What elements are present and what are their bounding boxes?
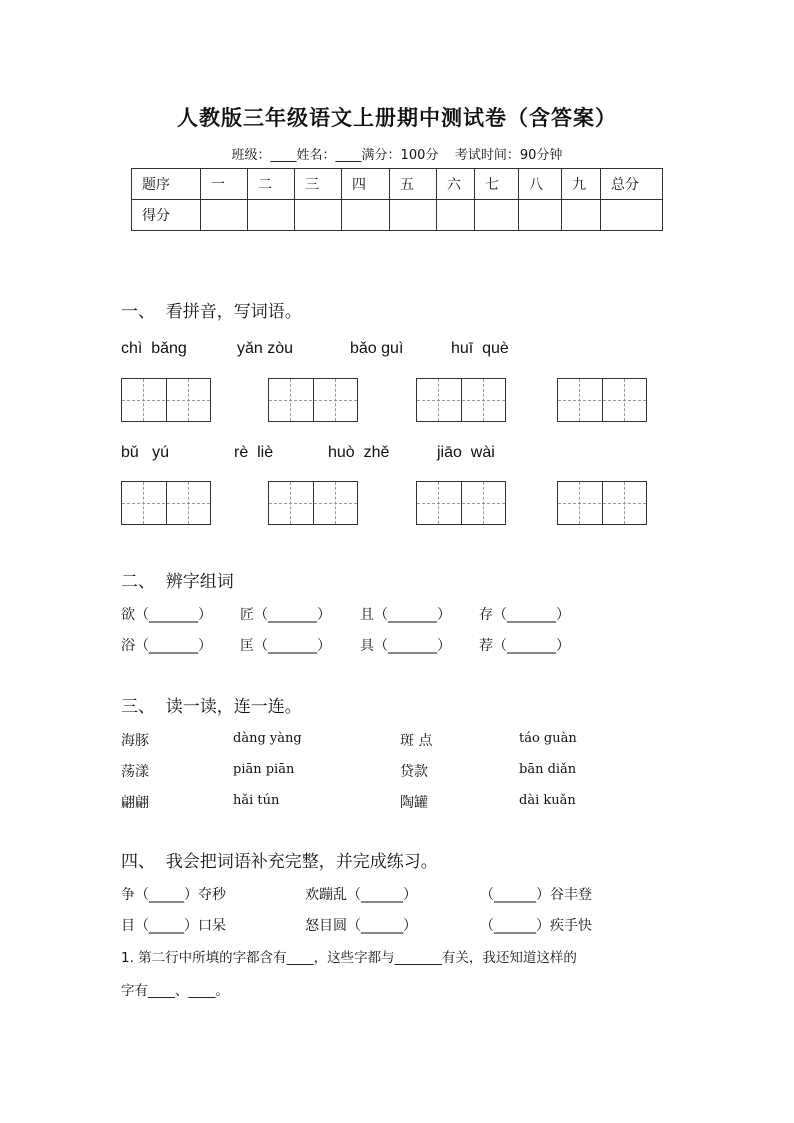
writing-grid[interactable] xyxy=(557,378,647,422)
word-group-item[interactable]: 匡（_______） xyxy=(240,638,331,654)
match-right-pinyin[interactable]: dài kuǎn xyxy=(519,793,576,808)
word-group-item[interactable]: 且（_______） xyxy=(360,607,451,623)
idiom-fill-item[interactable]: （______）疾手快 xyxy=(480,918,592,934)
match-right-pinyin[interactable]: táo guàn xyxy=(519,731,577,746)
exam-info: 班级：____姓名：____满分：100分 考试时间：90分钟 xyxy=(231,148,563,163)
score-cell[interactable] xyxy=(519,200,562,231)
score-cell[interactable] xyxy=(437,200,475,231)
writing-grid[interactable] xyxy=(268,378,358,422)
score-cell[interactable] xyxy=(248,200,295,231)
score-cell[interactable] xyxy=(390,200,437,231)
idiom-fill-item[interactable]: 欢蹦乱（______） xyxy=(305,887,417,903)
writing-grid[interactable] xyxy=(557,481,647,525)
section-4-heading: 四、 我会把词语补充完整，并完成练习。 xyxy=(121,852,438,872)
word-group-item[interactable]: 荐（_______） xyxy=(479,638,570,654)
match-right-word[interactable]: 斑 点 xyxy=(400,733,433,749)
match-left-word[interactable]: 翩翩 xyxy=(121,795,149,811)
score-row-label: 得分 xyxy=(132,200,201,231)
writing-grid[interactable] xyxy=(268,481,358,525)
match-left-pinyin[interactable]: dàng yàng xyxy=(233,731,302,746)
score-cell[interactable] xyxy=(601,200,663,231)
score-cell[interactable] xyxy=(342,200,390,231)
score-cell[interactable] xyxy=(201,200,248,231)
page-title: 人教版三年级语文上册期中测试卷（含答案） xyxy=(177,106,617,130)
match-left-pinyin[interactable]: hǎi tún xyxy=(233,793,280,808)
score-header-cell: 五 xyxy=(390,169,437,200)
score-header-cell: 二 xyxy=(248,169,295,200)
section-2-heading: 二、 辨字组词 xyxy=(121,572,234,592)
pinyin-label: rè liè xyxy=(234,444,274,461)
match-right-word[interactable]: 贷款 xyxy=(400,764,428,780)
score-header-row xyxy=(132,169,663,200)
score-header-cell: 题序 xyxy=(132,169,201,200)
score-header-cell: 总分 xyxy=(601,169,663,200)
idiom-fill-item[interactable]: 目（_____）口呆 xyxy=(121,918,226,934)
pinyin-label: jiāo wài xyxy=(437,444,495,461)
match-left-pinyin[interactable]: piān piān xyxy=(233,762,295,777)
idiom-fill-item[interactable]: （______）谷丰登 xyxy=(480,887,592,903)
score-header-cell: 七 xyxy=(475,169,519,200)
score-header-cell: 一 xyxy=(201,169,248,200)
pinyin-label: huī què xyxy=(451,340,509,357)
writing-grid[interactable] xyxy=(121,378,211,422)
question-1-line-1[interactable]: 1. 第二行中所填的字都含有____，这些字都与_______有关，我还知道这样的 xyxy=(121,950,577,966)
score-header-cell: 三 xyxy=(295,169,342,200)
pinyin-label: yǎn zòu xyxy=(237,340,294,357)
word-group-item[interactable]: 欲（_______） xyxy=(121,607,212,623)
score-header-cell: 六 xyxy=(437,169,475,200)
pinyin-label: chì bǎng xyxy=(121,340,187,357)
pinyin-label: huò zhě xyxy=(328,444,390,461)
score-row xyxy=(132,200,663,231)
word-group-item[interactable]: 具（_______） xyxy=(360,638,451,654)
pinyin-label: bǎo guì xyxy=(350,340,404,357)
word-group-item[interactable]: 匠（_______） xyxy=(240,607,331,623)
match-left-word[interactable]: 海豚 xyxy=(121,733,149,749)
match-right-pinyin[interactable]: bān diǎn xyxy=(519,762,577,777)
idiom-fill-item[interactable]: 争（_____）夺秒 xyxy=(121,887,226,903)
match-right-word[interactable]: 陶罐 xyxy=(400,795,428,811)
section-1-heading: 一、 看拼音，写词语。 xyxy=(121,302,302,322)
question-1-line-2[interactable]: 字有____、____。 xyxy=(121,983,229,999)
score-table xyxy=(131,168,663,231)
word-group-item[interactable]: 浴（_______） xyxy=(121,638,212,654)
score-header-cell: 九 xyxy=(562,169,601,200)
match-left-word[interactable]: 荡漾 xyxy=(121,764,149,780)
writing-grid[interactable] xyxy=(121,481,211,525)
score-cell[interactable] xyxy=(475,200,519,231)
score-header-cell: 四 xyxy=(342,169,390,200)
word-group-item[interactable]: 存（_______） xyxy=(479,607,570,623)
score-cell[interactable] xyxy=(295,200,342,231)
idiom-fill-item[interactable]: 怒目圆（______） xyxy=(305,918,417,934)
writing-grid[interactable] xyxy=(416,378,506,422)
score-header-cell: 八 xyxy=(519,169,562,200)
pinyin-label: bǔ yú xyxy=(121,444,170,461)
section-3-heading: 三、 读一读，连一连。 xyxy=(121,697,302,717)
writing-grid[interactable] xyxy=(416,481,506,525)
score-cell[interactable] xyxy=(562,200,601,231)
